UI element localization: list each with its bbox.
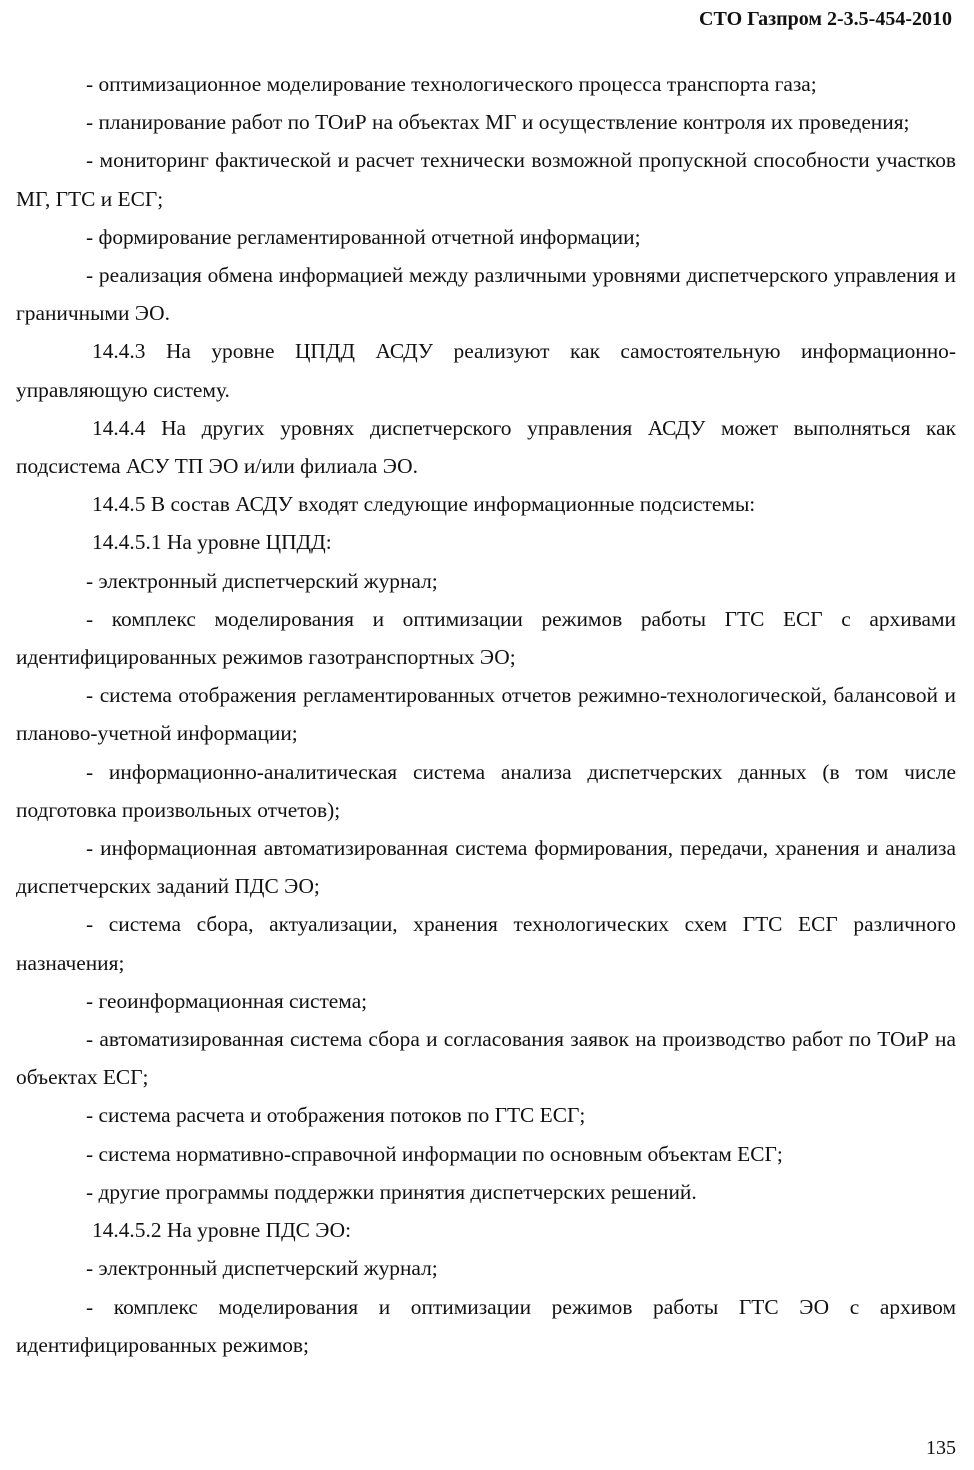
- list-item: - система расчета и отображения потоков по ГТС ЕСГ;: [86, 1103, 586, 1128]
- section-paragraph: 14.4.4 На других уровнях диспетчерского управления АСДУ может выполняться как подсистема АСУ ТП ЭО и/или филиала ЭО.: [16, 415, 956, 479]
- list-item: - информационная автоматизированная система формирования, передачи, хранения и анализа диспетчерских заданий ПДС ЭО;: [16, 836, 956, 899]
- list-item: - система нормативно-справочной информации по основным объектам ЕСГ;: [86, 1141, 783, 1166]
- list-item: - комплекс моделирования и оптимизации режимов работы ГТС ЭО с архивом идентифицированных режимов;: [16, 1294, 956, 1357]
- document-id: СТО Газпром 2-3.5-454-2010: [699, 8, 952, 30]
- paragraph: - реализация обмена информацией между различными уровнями диспетчерского управления и граничными ЭО.: [16, 263, 956, 326]
- paragraph: - формирование регламентированной отчетной информации;: [86, 224, 641, 249]
- document-body: [16, 65, 956, 1364]
- list-item: - система отображения регламентированных отчетов режимно-технологической, балансовой и планово-учетной информации;: [16, 683, 956, 746]
- document-header: [699, 6, 952, 32]
- list-item: - электронный диспетчерский журнал;: [86, 568, 438, 593]
- page-number: 135: [926, 1437, 956, 1459]
- paragraph: - мониторинг фактической и расчет технически возможной пропускной способности участков МГ, ГТС и ЕСГ;: [16, 148, 956, 211]
- list-item: - комплекс моделирования и оптимизации режимов работы ГТС ЕСГ с архивами идентифицированных режимов газотранспортных ЭО;: [16, 606, 956, 670]
- list-item: - электронный диспетчерский журнал;: [86, 1256, 438, 1281]
- subsection-heading: 14.4.5.2 На уровне ПДС ЭО:: [92, 1218, 352, 1243]
- paragraph: - оптимизационное моделирование технологического процесса транспорта газа;: [86, 72, 817, 96]
- list-item: - автоматизированная система сбора и согласования заявок на производство работ по ТОиР на объектах ЕСГ;: [16, 1027, 956, 1090]
- subsection-heading: 14.4.5.1 На уровне ЦПДД:: [92, 530, 332, 555]
- list-item: - информационно-аналитическая система анализа диспетчерских данных (в том числе подготовка произвольных отчетов);: [16, 759, 956, 822]
- section-paragraph: 14.4.3 На уровне ЦПДД АСДУ реализуют как самостоятельную информационно-управляющую систему.: [16, 339, 956, 402]
- paragraph: - планирование работ по ТОиР на объектах МГ и осуществление контроля их проведения;: [86, 110, 910, 135]
- list-item: - геоинформационная система;: [86, 988, 368, 1013]
- list-item: - система сбора, актуализации, хранения технологических схем ГТС ЕСГ различного назначения;: [16, 912, 956, 975]
- list-item: - другие программы поддержки принятия диспетчерских решений.: [86, 1179, 697, 1204]
- section-paragraph: 14.4.5 В состав АСДУ входят следующие информационные подсистемы:: [92, 492, 756, 517]
